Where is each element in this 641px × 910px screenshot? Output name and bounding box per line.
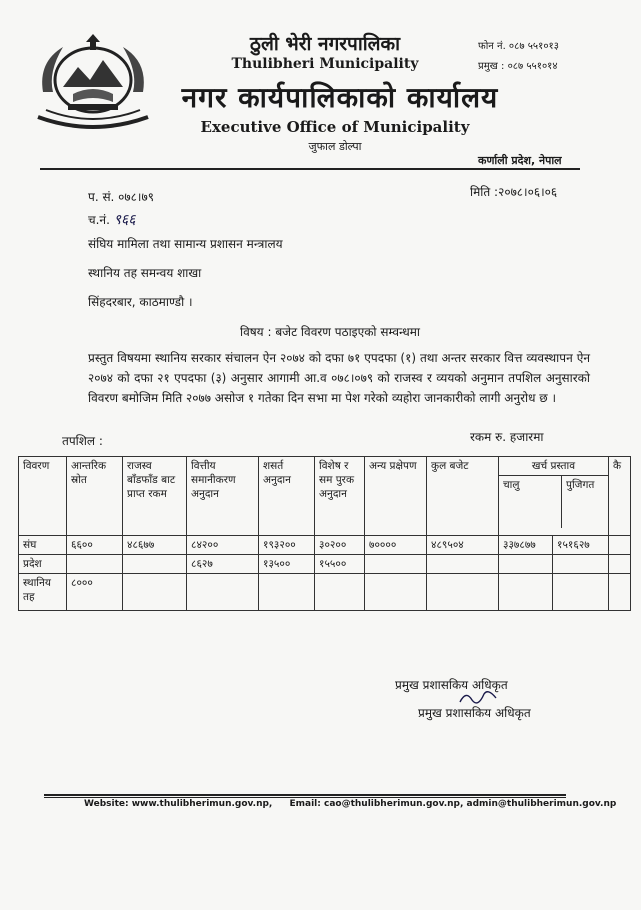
- table-cell: [499, 574, 553, 611]
- expense-proposal-header: [499, 457, 609, 536]
- table-cell: ७००००: [365, 536, 427, 555]
- table-cell: [365, 555, 427, 574]
- table-cell: [427, 574, 499, 611]
- table-cell: [499, 555, 553, 574]
- signature-stamp-title: प्रमुख प्रशासकिय अधिकृत: [418, 706, 531, 720]
- subheader-cell: पुजिगत: [566, 479, 595, 491]
- recipient-section: स्थानिय तह समन्वय शाखा: [88, 266, 202, 280]
- table-cell: १३५००: [259, 555, 315, 574]
- header-cell: आन्तरिक स्रोत: [67, 457, 123, 536]
- header-cell: खर्च प्रस्ताव: [499, 457, 608, 476]
- table-cell: ८०००: [67, 574, 123, 611]
- table-cell: ८६२७: [187, 555, 259, 574]
- table-cell: [365, 574, 427, 611]
- header-cell: अन्य प्रक्षेपण: [365, 457, 427, 536]
- header-cell: कुल बजेट: [427, 457, 499, 536]
- footer-divider-thin: [44, 797, 566, 798]
- footer-email: Email: cao@thulibherimun.gov.np, admin@thulibherimun.gov.np: [289, 799, 617, 809]
- table-cell: ४८९५०४: [427, 536, 499, 555]
- table-cell: ६६००: [67, 536, 123, 555]
- reference-number: प. सं. ०७८।७९: [88, 190, 154, 204]
- municipality-name-nepali: ठुली भेरी नगरपालिका: [249, 33, 401, 55]
- footer-website: Website: www.thulibherimun.gov.np,: [84, 799, 273, 809]
- mobile-number: प्रमुख : ०८७ ५५१०१४: [478, 61, 558, 72]
- table-cell: [187, 574, 259, 611]
- table-cell: ३३७८७७: [499, 536, 553, 555]
- table-cell: [259, 574, 315, 611]
- table-cell: [123, 574, 187, 611]
- table-cell: १९३२००: [259, 536, 315, 555]
- office-name-nepali: नगर कार्यपालिकाको कार्यालय: [181, 81, 499, 114]
- dispatch-number-handwritten: ९६६: [113, 212, 136, 228]
- province: कर्णाली प्रदेश, नेपाल: [478, 154, 562, 167]
- municipality-name-english: Thulibheri Municipality: [231, 56, 419, 72]
- footer-contact: [84, 799, 630, 809]
- table-cell: [553, 574, 609, 611]
- footer-divider: [44, 794, 566, 796]
- table-row: [19, 574, 631, 611]
- nepal-emblem-icon: [28, 32, 158, 132]
- table-cell: १५५००: [315, 555, 365, 574]
- header-cell: शसर्त अनुदान: [259, 457, 315, 536]
- signature-title: प्रमुख प्रशासकिय अधिकृत: [395, 678, 508, 692]
- recipient-ministry: संघिय मामिला तथा सामान्य प्रशासन मन्त्रालय: [88, 237, 283, 251]
- details-label: तपशिल :: [62, 434, 103, 448]
- dispatch-number-label: च.नं.: [88, 213, 114, 227]
- table-cell: ३०२००: [315, 536, 365, 555]
- header-cell: राजस्व बाँडफाँड बाट प्राप्त रकम: [123, 457, 187, 536]
- table-cell: [315, 574, 365, 611]
- subheader-cell: चालु: [499, 476, 562, 528]
- letter-subject: विषय : बजेट विवरण पठाइएको सम्वन्धमा: [239, 325, 421, 339]
- letter-date: मिति :२०७८।०६।०६: [470, 185, 558, 199]
- table-cell: संघ: [19, 536, 67, 555]
- header-divider: [40, 168, 580, 170]
- table-cell: [609, 555, 631, 574]
- phone-number: फोन नं. ०८७ ५५१०१३: [478, 41, 559, 52]
- table-header-row: [19, 457, 631, 536]
- table-cell: [67, 555, 123, 574]
- table-row: [19, 536, 631, 555]
- table-cell: स्थानिय तह: [19, 574, 67, 611]
- table-row: [19, 555, 631, 574]
- amount-unit: रकम रु. हजारमा: [470, 430, 544, 444]
- header-cell: कै: [609, 457, 631, 536]
- dispatch-number: [88, 210, 136, 229]
- table-cell: [609, 574, 631, 611]
- recipient-address: सिंहदरबार, काठमाण्डौ ।: [88, 295, 193, 309]
- table-cell: [123, 555, 187, 574]
- table-cell: [609, 536, 631, 555]
- table-cell: १५१६२७: [553, 536, 609, 555]
- budget-table: [18, 456, 631, 611]
- header-cell: विवरण: [19, 457, 67, 536]
- table-cell: [553, 555, 609, 574]
- office-name-english: Executive Office of Municipality: [200, 118, 470, 136]
- office-address: जुफाल डोल्पा: [308, 140, 362, 153]
- table-cell: [427, 555, 499, 574]
- table-cell: ८४२००: [187, 536, 259, 555]
- header-cell: वित्तीय समानीकरण अनुदान: [187, 457, 259, 536]
- table-cell: प्रदेश: [19, 555, 67, 574]
- letter-body: प्रस्तुत विषयमा स्थानिय सरकार संचालन ऐन २०७४ को दफा ७१ एपदफा (१) तथा अन्तर सरकार वित्त व्यवस्थापन ऐन २०७४ को दफा २१ एपदफा (३) अनुसार आगामी आ.व ०७८।०७९ को राजस्व र व्ययको अनुमान तपशिल अनुसारको विवरण बमोजिम मिति २०७७ असोज १ गतेका दिन सभा मा पेश गरेको व्यहोरा जानकारीको लागी अनुरोध छ ।: [88, 351, 590, 405]
- header-cell: विशेष र सम पुरक अनुदान: [315, 457, 365, 536]
- table-cell: ४८६७७: [123, 536, 187, 555]
